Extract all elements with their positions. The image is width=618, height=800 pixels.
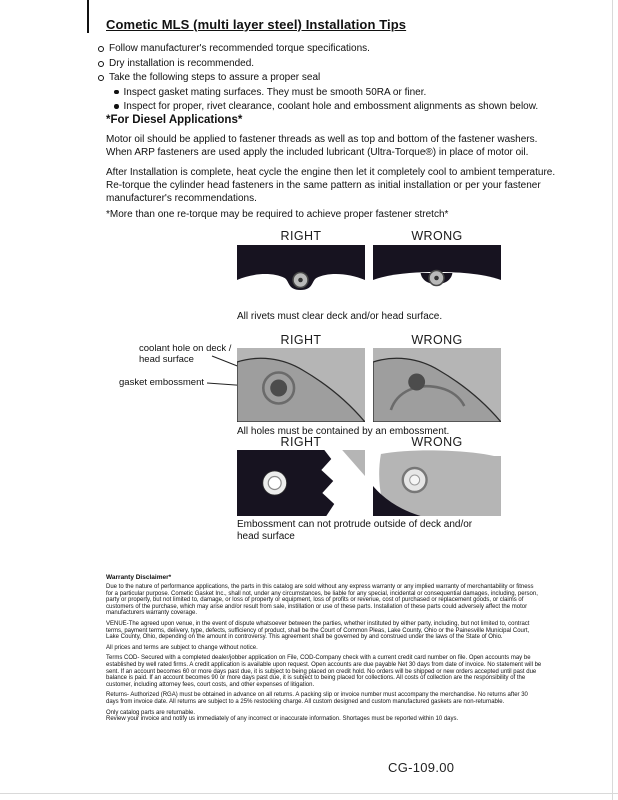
list-item — [114, 101, 538, 113]
warranty-paragraph: Terms COD- Secured with a completed dealer/jobber application on File, COD-Company check with a current credit card number on file. Open accounts may be established by well rated firms. A credit application is available upon request. Open accounts are due payable Net 30 days from date of invoice. No statement will be sent. If an account becomes 60 or more days past due, it is subject to being placed on credit hold. No orders will be shipped or new orders accepted until past due balance is paid. If an account becomes 90 or more days past due, it is subject to being placed for collections. All costs of collection are the responsibility of the customer, including attorney fees, court costs, and other expenses of litigation. — [106, 655, 542, 688]
tip-text: Inspect gasket mating surfaces. They must be smooth 50RA or finer. — [123, 86, 427, 98]
gasket-embossment-label: gasket embossment — [119, 377, 205, 388]
warranty-paragraph: Review your invoice and notify us immediately of any incorrect or inaccurate information. Shortages must be reported within 10 days. — [106, 716, 459, 723]
rivet-clearance-right-diagram — [237, 245, 365, 307]
caption-protrusion: Embossment can not protrude outside of deck and/or head surface — [237, 519, 473, 542]
page-title: Cometic MLS (multi layer steel) Installation Tips — [106, 17, 407, 32]
list-item — [98, 72, 538, 84]
warranty-paragraph: Returns- Authorized (RGA) must be obtained in advance on all returns. A packing slip or invoice number must accompany the merchandise. No returns after 30 days from invoice date. All returns are subject to a 25% restocking charge. All custom designed and custom manufactured gaskets are non-returnable. — [106, 692, 528, 705]
diesel-applications-heading: *For Diesel Applications* — [106, 114, 243, 126]
paragraph-motor-oil: Motor oil should be applied to fastener threads as well as top and bottom of the fastener washers. When ARP fasteners are used apply the included lubricant (Ultra-Torque®) in place of motor oil. — [106, 134, 538, 158]
list-item — [114, 87, 538, 99]
tip-text: Dry installation is recommended. — [109, 57, 255, 69]
protrusion-wrong-diagram — [373, 450, 501, 516]
warranty-paragraph: Only catalog parts are returnable. — [106, 709, 196, 716]
open-bullet-marker — [98, 75, 104, 81]
wrong-label-row3: WRONG — [411, 435, 463, 449]
warranty-paragraph: Due to the nature of performance applications, the parts in this catalog are sold without any express warranty or any implied warranty of merchantability or fitness for a particular purpose. Cometic Gasket Inc., shall not, under any circumstances, be liable for any special, incidental or consequential damages, including, person, party or property, but not limited to, damage, or loss of property or equipment, loss of profits or revenue, cost of purchased or replacement goods, or claims of customers of the purchase, which may arise and/or result from sale, instillation or use of these parts. Installation of these parts could adversely affect the motor manufacturers warranty coverage. — [106, 584, 538, 617]
coolant-hole-label: coolant hole on deck / head surface — [139, 343, 232, 365]
page-edge-right — [612, 0, 613, 800]
page-edge-bottom — [0, 793, 618, 794]
right-label-row3: RIGHT — [280, 435, 322, 449]
warranty-paragraph: All prices and terms are subject to change without notice. — [106, 644, 258, 651]
list-item — [98, 58, 538, 70]
page-code: CG-109.00 — [388, 760, 455, 775]
protrusion-right-diagram — [237, 450, 365, 516]
warranty-paragraph: VENUE-The agreed upon venue, in the event of dispute whatsoever between the parties, whether instituted by either party, including, but not limited to, contract terms, payment terms, delivery, type, defects, sufficiency of product, shall be the Court of Common Pleas, Lake County, Ohio or the Painesville Municipal Court, Lake County, Ohio, depending on the amount in controversy. This agreement shall be governed by and construed under the laws of the State of Ohio. — [106, 620, 530, 641]
tip-text: Follow manufacturer's recommended torque specifications. — [109, 43, 370, 54]
list-item — [98, 43, 538, 55]
filled-bullet-marker — [114, 90, 119, 95]
tips-list — [98, 43, 538, 116]
tip-text: Take the following steps to assure a proper seal — [109, 72, 321, 83]
embossment-right-diagram — [237, 348, 365, 422]
embossment-wrong-diagram — [373, 348, 501, 422]
retorque-note: *More than one re-torque may be required to achieve proper fastener stretch* — [106, 209, 449, 220]
print-registration-mark — [87, 0, 89, 33]
open-bullet-marker — [98, 61, 104, 67]
caption-holes: All holes must be contained by an embossment. — [237, 426, 450, 437]
open-bullet-marker — [98, 46, 104, 52]
tip-text: Inspect for proper, rivet clearance, coolant hole and embossment alignments as shown below. — [123, 101, 539, 112]
warranty-heading: Warranty Disclaimer* — [106, 574, 172, 581]
right-label-row2: RIGHT — [280, 333, 322, 347]
caption-rivets: All rivets must clear deck and/or head surface. — [237, 311, 443, 322]
rivet-clearance-wrong-diagram — [373, 245, 501, 307]
right-label-row1: RIGHT — [280, 229, 322, 243]
wrong-label-row2: WRONG — [411, 333, 463, 347]
filled-bullet-marker — [114, 104, 119, 109]
warranty-disclaimer-section — [106, 574, 542, 727]
wrong-label-row1: WRONG — [411, 229, 463, 243]
paragraph-heat-cycle: After Installation is complete, heat cycle the engine then let it completely cool to ambient temperature. Re-torque the cylinder head fasteners in the same pattern as initial installation or per your fastener manufacturer's recommendations. — [106, 167, 556, 204]
